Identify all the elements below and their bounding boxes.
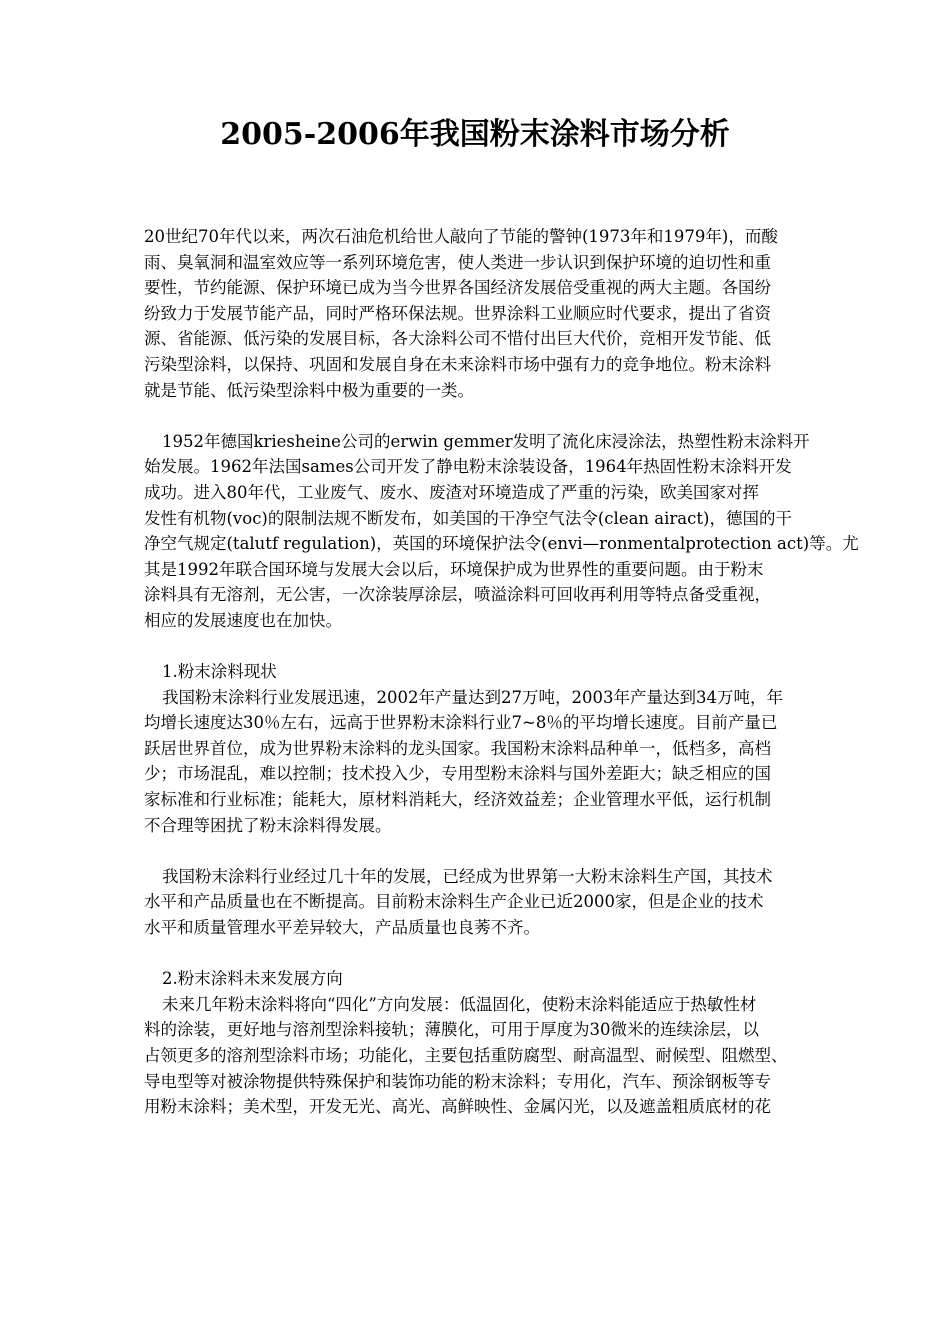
text-line: 水平和质量管理水平差异较大，产品质量也良莠不齐。: [144, 918, 540, 938]
text-line: 我国粉末涂料行业发展迅速，2002年产量达到27万吨，2003年产量达到34万吨，年: [162, 687, 783, 707]
section-heading: 2.粉末涂料未来发展方向: [162, 969, 343, 989]
text-line: 用粉末涂料；美术型，开发无光、高光、高鲜映性、金属闪光，以及遮盖粗质底材的花: [144, 1097, 771, 1117]
text-line: 始发展。1962年法国sames公司开发了静电粉末涂装设备，1964年热固性粉末涂料开发: [144, 457, 792, 477]
paragraph-history: [144, 429, 884, 634]
text-line: 1952年德国kriesheine公司的erwin gemmer发明了流化床浸涂法，热塑性粉末涂料开: [162, 431, 810, 451]
text-line: 占领更多的溶剂型涂料市场；功能化，主要包括重防腐型、耐高温型、耐候型、阻燃型、: [144, 1046, 788, 1065]
text-line: 发性有机物(voc)的限制法规不断发布，如美国的干净空气法令(clean airact)，德国的干: [144, 508, 792, 528]
text-line: 跃居世界首位，成为世界粉末涂料的龙头国家。我国粉末涂料品种单一，低档多，高档: [144, 738, 771, 758]
text-line: 导电型等对被涂物提供特殊保护和装饰功能的粉末涂料；专用化，汽车、预涂钢板等专: [144, 1071, 771, 1091]
text-line: 成功。进入80年代，工业废气、废水、废渣对环境造成了严重的污染，欧美国家对挥: [144, 482, 759, 502]
paragraph-gap: [144, 403, 884, 429]
text-line: 不合理等困扰了粉末涂料得发展。: [144, 815, 392, 835]
section-current-status: [144, 659, 884, 838]
text-line: 其是1992年联合国环境与发展大会以后，环境保护成为世界性的重要问题。由于粉末: [144, 559, 764, 579]
document-body: [144, 224, 884, 1120]
text-line: 雨、臭氧洞和温室效应等一系列环境危害，使人类进一步认识到保护环境的迫切性和重: [144, 252, 771, 272]
paragraph-gap: [144, 634, 884, 660]
text-line: 未来几年粉末涂料将向“四化”方向发展：低温固化，使粉末涂料能适应于热敏性材: [162, 994, 757, 1014]
paragraph-industry: [144, 864, 884, 941]
text-line: 水平和产品质量也在不断提高。目前粉末涂料生产企业已近2000家，但是企业的技术: [144, 892, 764, 912]
text-line: 要性，节约能源、保护环境已成为当今世界各国经济发展倍受重视的两大主题。各国纷: [144, 278, 771, 298]
paragraph-gap: [144, 941, 884, 967]
text-line: 净空气规定(talutf regulation)，英国的环境保护法令(envi—ronmentalprotection act)等。尤: [144, 534, 859, 554]
text-line: 我国粉末涂料行业经过几十年的发展，已经成为世界第一大粉末涂料生产国，其技术: [162, 866, 773, 886]
text-line: 涂料具有无溶剂，无公害，一次涂装厚涂层，喷溢涂料可回收再利用等特点备受重视，: [144, 585, 771, 605]
text-line: 均增长速度达30％左右，远高于世界粉末涂料行业7~8％的平均增长速度。目前产量已: [144, 713, 778, 733]
section-heading: 1.粉末涂料现状: [162, 662, 277, 682]
text-line: 料的涂装，更好地与溶剂型涂料接轨；薄膜化，可用于厚度为30微米的连续涂层，以: [144, 1020, 759, 1040]
text-line: 纷致力于发展节能产品，同时严格环保法规。世界涂料工业顺应时代要求，提出了省资: [144, 303, 771, 323]
text-line: 相应的发展速度也在加快。: [144, 610, 342, 630]
text-line: 就是节能、低污染型涂料中极为重要的一类。: [144, 380, 474, 400]
text-line: 少；市场混乱，难以控制；技术投入少，专用型粉末涂料与国外差距大；缺乏相应的国: [144, 764, 771, 784]
text-line: 污染型涂料，以保持、巩固和发展自身在未来涂料市场中强有力的竞争地位。粉末涂料: [144, 354, 771, 374]
text-line: 20世纪70年代以来，两次石油危机给世人敲向了节能的警钟(1973年和1979年)，而酸: [144, 227, 778, 246]
text-line: 家标准和行业标准；能耗大，原材料消耗大，经济效益差；企业管理水平低，运行机制: [144, 790, 771, 810]
text-line: 源、省能源、低污染的发展目标，各大涂料公司不惜付出巨大代价，竞相开发节能、低: [144, 329, 771, 349]
paragraph-intro: [144, 224, 884, 403]
paragraph-gap: [144, 838, 884, 864]
section-future-direction: [144, 966, 884, 1120]
document-title: 2005-2006年我国粉末涂料市场分析: [220, 117, 730, 152]
